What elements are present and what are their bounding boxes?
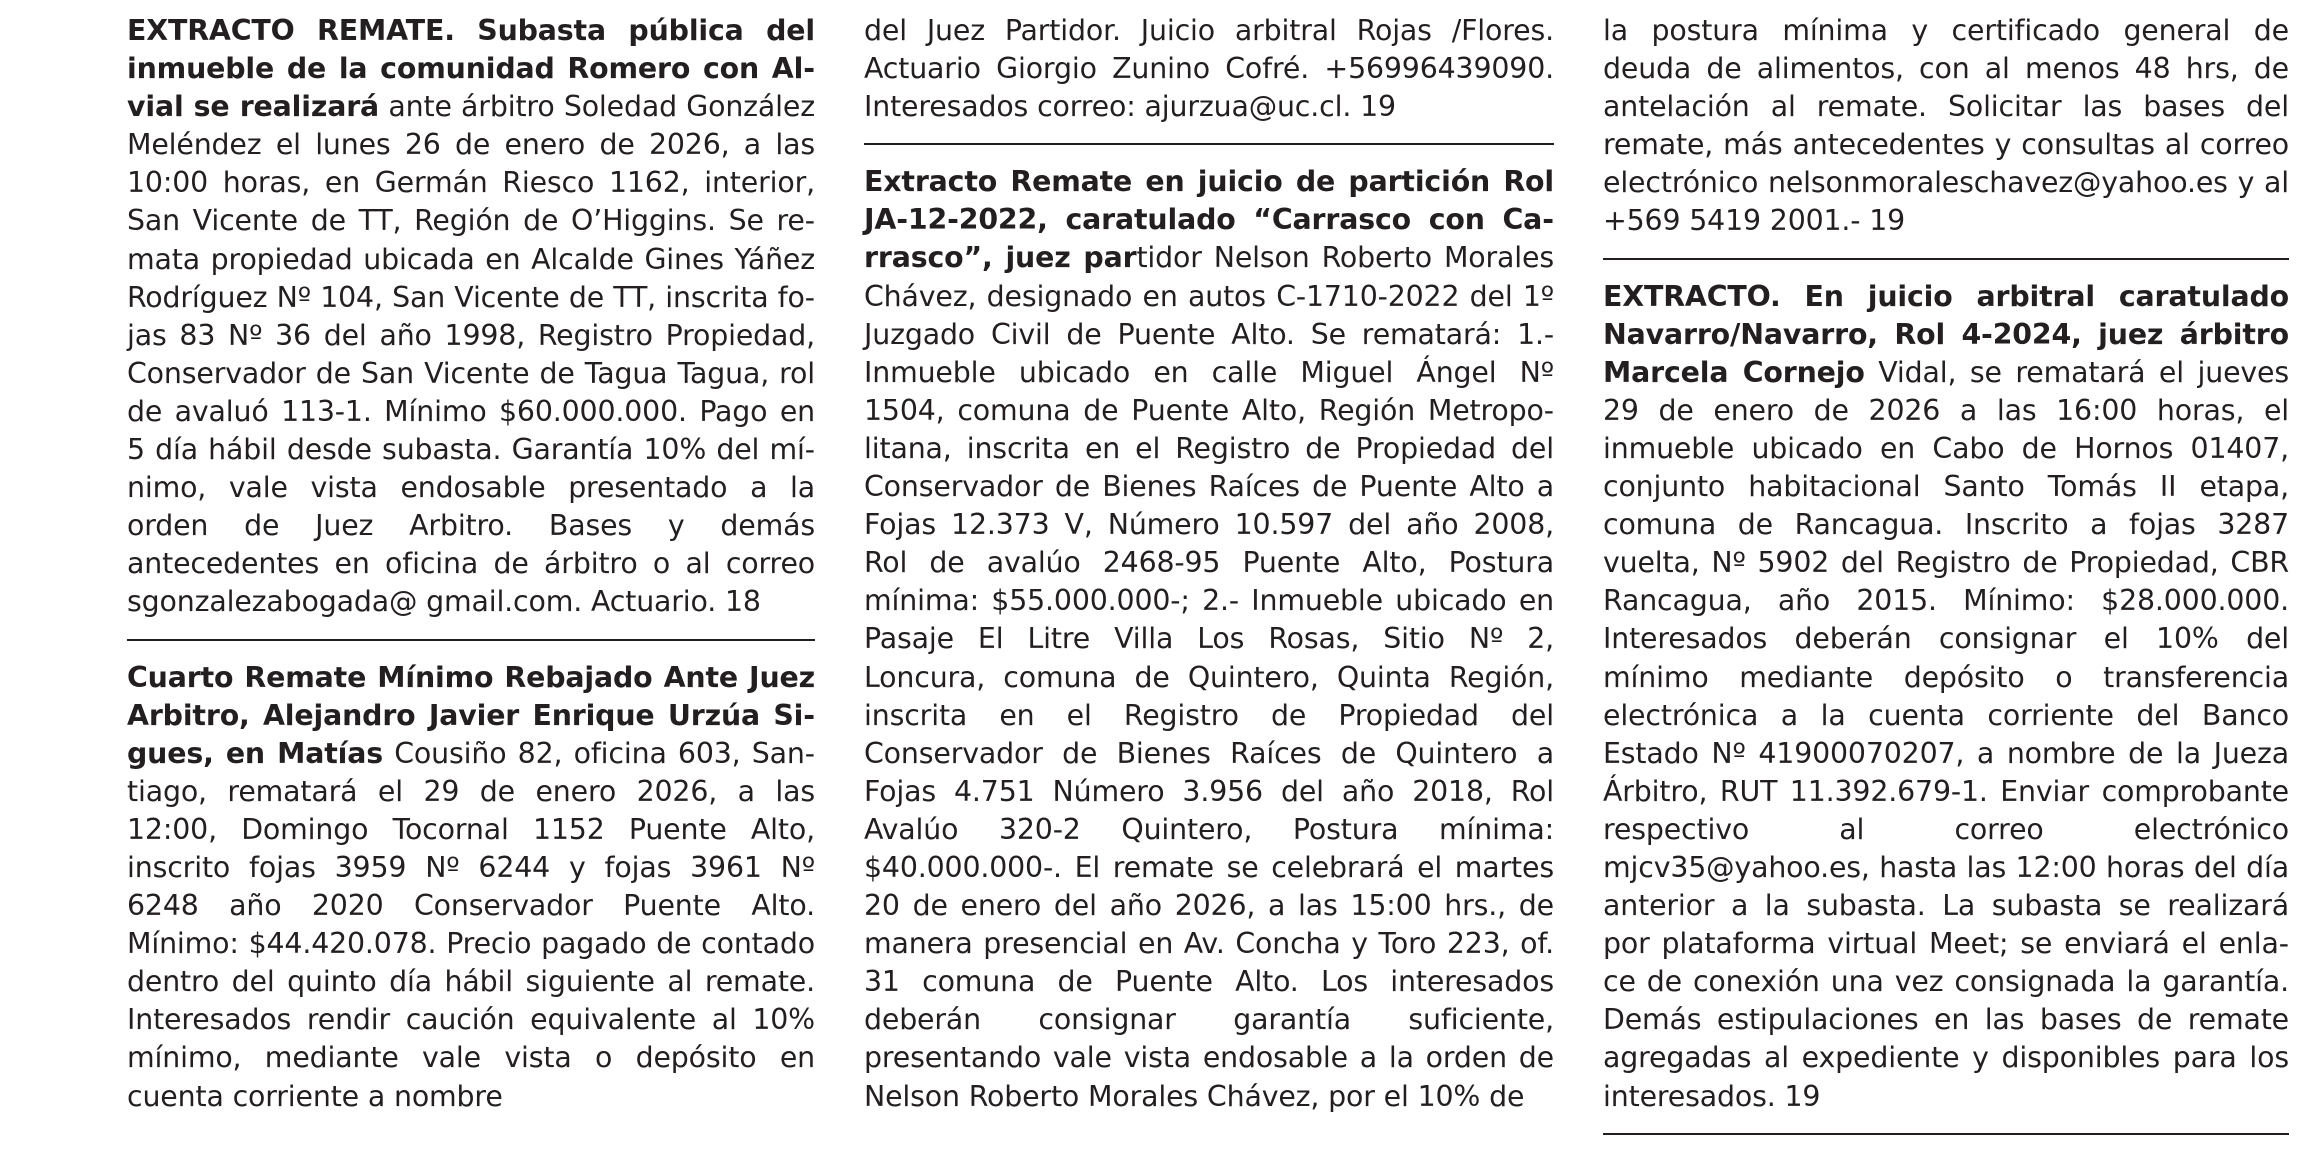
column-2 — [864, 12, 1554, 1116]
separator-rule — [864, 143, 1554, 145]
notice-body: ante árbitro Soledad González Meléndez el lunes 26 de enero de 2026, a las 10:00 horas, en Germán Riesco 1162, interior, San Vicente de TT, Región de O’Higgins. Se remata propiedad ubicada en Alcalde Gines Yáñez Rodríguez Nº 104, San Vicente de TT, inscrita fojas 83 Nº 36 del año 1998, Registro Propiedad, Conservador de San Vicente de Tagua Tagua, rol de avaluó 113-1. Mínimo $60.000.000. Pago en 5 día hábil desde subasta. Garantía 10% del mínimo, vale vista endosable presentado a la orden de Juez Arbitro. Bases y demás antecedentes en oficina de árbitro o al correo sgonzalezabogada@ gmail.com. Actuario. 18 — [127, 90, 815, 619]
notice-heading: EXTRACTO REMATE. Subasta pública del inmueble de la comunidad Romero con Alvial se realizará — [127, 14, 815, 124]
notice-remate-navarro — [1603, 278, 2289, 1116]
notice-remate-romero-alvial — [127, 12, 815, 622]
notice-body: tidor Nelson Roberto Morales Chávez, designado en autos C-1710-2022 del 1º Juzgado Civil de Puente Alto. Se rematará: 1.- Inmueble ubicado en calle Miguel Ángel Nº 1504, comuna de Puente Alto, Región Metropolitana, inscrita en el Registro de Propiedad del Conservador de Bienes Raíces de Puente Alto a Fojas 12.373 V, Número 10.597 del año 2008, Rol de avalúo 2468-95 Puente Alto, Postura mínima: $55.000.000-; 2.- Inmueble ubicado en Pasaje El Litre Villa Los Rosas, Sitio Nº 2, Loncura, comuna de Quintero, Quinta Región, inscrita en el Registro de Propiedad del Conservador de Bienes Raíces de Quintero a Fojas 4.751 Número 3.956 del año 2018, Rol Avalúo 320-2 Quintero, Postura mínima: $40.000.000-. El remate se celebrará el martes 20 de enero del año 2026, a las 15:00 hrs., de manera presencial en Av. Concha y Toro 223, of. 31 comuna de Puente Alto. Los interesados deberán consignar garantía suficiente, presentando vale vista endosable a la orden de Nelson Roberto Morales Chávez, por el 10% de — [864, 241, 1554, 1113]
separator-rule — [127, 639, 815, 641]
column-3 — [1603, 12, 2289, 1153]
notice-cuarto-remate — [127, 659, 815, 1116]
notice-remate-carrasco — [864, 163, 1554, 1115]
notice-heading: Extracto Remate en juicio de partición Rol JA-12-2022, caratulado “Carrasco con Carrasco”, juez par — [864, 165, 1554, 275]
notice-heading: Cuarto Remate Mínimo Rebajado Ante Juez Arbitro, Alejandro Javier Enrique Urzúa Sigues, en Matías — [127, 660, 815, 770]
notice-body: la postura mínima y certificado general de deuda de alimentos, con al menos 48 hrs, de antelación al remate. Solicitar las bases del remate, más antecedentes y consultas al correo electrónico nelsonmoraleschavez@yahoo.es y al +569 5419 2001.- 19 — [1603, 14, 2289, 238]
notice-body: Vidal, se rematará el jueves 29 de enero de 2026 a las 16:00 horas, el inmueble ubicado en Cabo de Hornos 01407, conjunto habitacional Santo Tomás II etapa, comuna de Rancagua. Inscrito a fojas 3287 vuelta, Nº 5902 del Registro de Propiedad, CBR Rancagua, año 2015. Mínimo: $28.000.000. Interesados deberán consignar el 10% del mínimo mediante depósito o transferencia electrónica a la cuenta corriente del Banco Estado Nº 41900070207, a nombre de la Jueza Árbitro, RUT 11.392.679-1. Enviar comprobante respectivo al correo electrónico mjcv35@yahoo.es, hasta las 12:00 horas del día anterior a la subasta. La subasta se realizará por plataforma virtual Meet; se enviará el enlace de conexión una vez consignada la garantía. Demás estipulaciones en las bases de remate agregadas al expediente y disponibles para los interesados. 19 — [1603, 355, 2289, 1113]
notice-cuarto-remate-continued — [864, 12, 1554, 126]
separator-rule — [1603, 1133, 2289, 1135]
notice-heading: EXTRACTO. En juicio arbitral caratulado Navarro/Navarro, Rol 4-2024, juez árbitro Marcela Cornejo — [1603, 279, 2289, 389]
separator-rule — [1603, 258, 2289, 260]
notice-body: Cousiño 82, oficina 603, Santiago, rematará el 29 de enero 2026, a las 12:00, Domingo Tocornal 1152 Puente Alto, inscrito fojas 3959 Nº 6244 y fojas 3961 Nº 6248 año 2020 Conservador Puente Alto. Mínimo: $44.420.078. Precio pagado de contado dentro del quinto día hábil siguiente al remate. Interesados rendir caución equivalente al 10% mínimo, mediante vale vista o depósito en cuenta corriente a nombre — [127, 736, 816, 1113]
notice-body: del Juez Partidor. Juicio arbitral Rojas /Flores. Actuario Giorgio Zunino Cofré. +56996439090. Interesados correo: ajurzua@uc.cl. 19 — [864, 14, 1554, 124]
column-1 — [127, 12, 815, 1116]
notice-remate-carrasco-continued — [1603, 12, 2289, 241]
